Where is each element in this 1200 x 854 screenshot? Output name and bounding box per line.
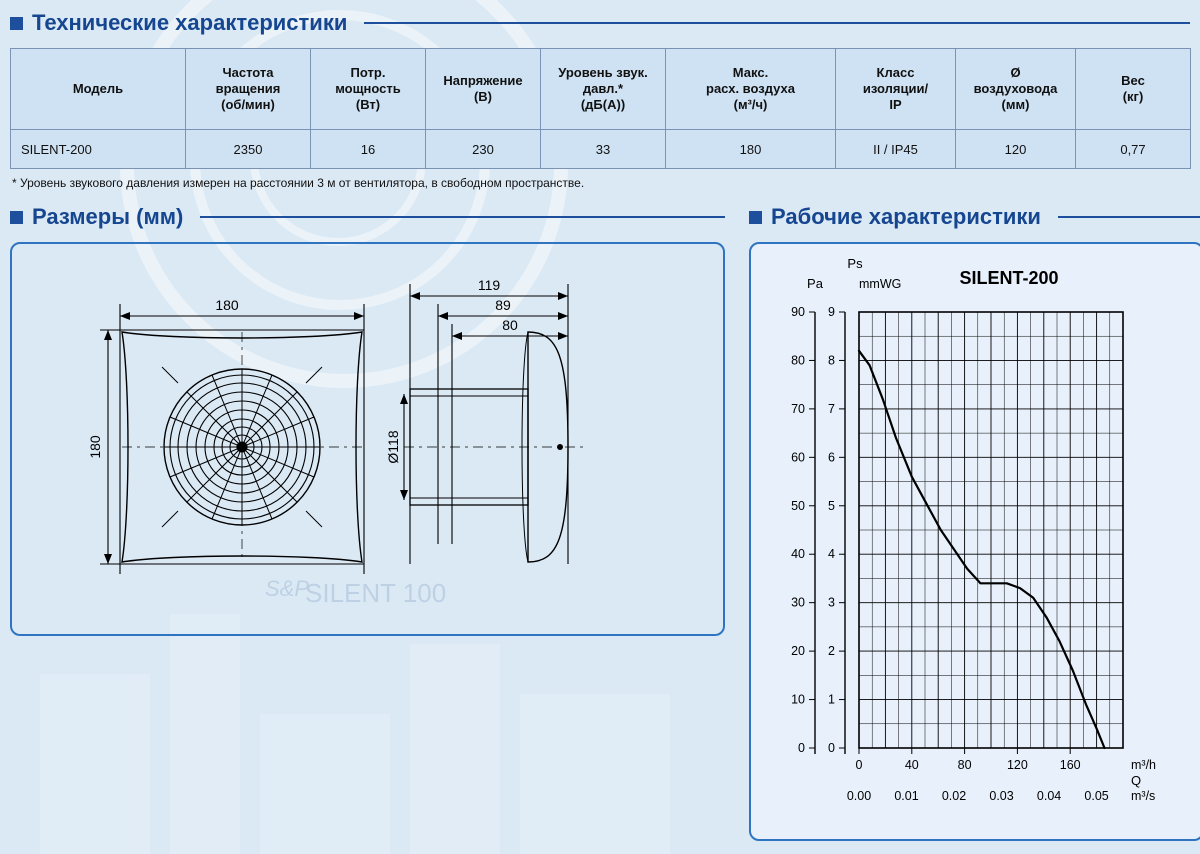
chart-ticklabel-ps: 1 [828,692,835,707]
chart-ticklabel-ps: 8 [828,353,835,368]
chart-ticklabel-pa: 0 [798,741,805,755]
chart-ticklabel-x: 160 [1059,758,1081,772]
cell-insulation: II / IP45 [836,130,956,169]
section-title-tech: Технические характеристики [32,10,348,35]
cell-voltage: 230 [426,130,541,169]
dimensions-drawing [12,244,723,630]
col-header-model: Модель [11,49,186,130]
chart-title: SILENT-200 [959,268,1059,288]
heading-rule [200,216,725,218]
col-header-power: Потр. мощность (Вт) [311,49,426,130]
watermark-text: SILENT 100 [305,578,447,608]
chart-ticklabel-x2: 0.01 [894,789,919,803]
chart-ticklabel-ps: 4 [828,547,835,562]
cell-duct: 120 [956,130,1076,169]
heading-rule [364,22,1190,24]
table-footnote: * Уровень звукового давления измерен на расстоянии 3 м от вентилятора, в свободном пространстве. [12,176,585,190]
label-side-mid: 89 [495,297,511,313]
chart-x-quantity: Q [1131,773,1142,788]
chart-ticklabel-x2: 0.05 [1084,789,1109,803]
cell-weight: 0,77 [1076,130,1191,169]
bullet-square-icon [10,211,23,224]
col-header-voltage: Напряжение (В) [426,49,541,130]
spec-table [10,48,1191,169]
chart-ticklabel-pa: 70 [791,401,805,416]
chart-xunit: m³/h [1131,758,1156,772]
section-title-perf: Рабочие характеристики [771,204,1041,229]
chart-ticklabel-ps: 6 [828,450,835,465]
chart-ticklabel-x: 0 [855,758,863,772]
performance-chart-panel [749,242,1200,841]
dimensions-panel [10,242,725,636]
label-side-small: 80 [502,317,518,333]
table-header-row [11,49,1191,130]
performance-chart [751,244,1200,835]
chart-ticklabel-pa: 20 [791,644,805,659]
col-header-insulation: Класс изоляции/ IP [836,49,956,130]
section-heading-perf [749,204,1200,230]
cell-sound: 33 [541,130,666,169]
col-header-airflow: Макс. расх. воздуха (м³/ч) [666,49,836,130]
axis-label-pa: Pa [807,276,823,291]
col-header-weight: Вес (кг) [1076,49,1191,130]
section-heading-tech [10,0,1190,36]
spec-table-wrapper [10,48,1190,190]
col-header-sound: Уровень звук. давл.* (дБ(А)) [541,49,666,130]
col-header-duct: Ø воздуховода (мм) [956,49,1076,130]
chart-ticklabel-x: 40 [904,758,919,772]
chart-ticklabel-pa: 50 [791,498,805,513]
chart-ticklabel-ps: 9 [828,305,835,319]
watermark-logo: S&P [265,576,310,601]
chart-ticklabel-x: 80 [957,758,972,772]
chart-ticklabel-x2: 0.04 [1036,789,1062,803]
axis-label-ps: Ps [847,256,863,271]
chart-ticklabel-ps: 7 [828,401,835,416]
chart-ticklabel-pa: 90 [791,305,805,319]
label-duct-diameter: Ø118 [385,430,401,464]
chart-ticklabel-x2: 0.03 [989,789,1014,803]
cell-power: 16 [311,130,426,169]
section-title-dims: Размеры (мм) [32,204,184,229]
table-row [11,130,1191,169]
chart-ticklabel-x: 120 [1006,758,1028,772]
cell-rpm: 2350 [186,130,311,169]
chart-ticklabel-pa: 10 [791,692,805,707]
label-front-height: 180 [87,435,103,459]
watermark [265,576,446,608]
chart-ticklabel-ps: 2 [828,644,835,659]
section-heading-dims [10,204,725,230]
chart-ticklabel-pa: 60 [791,450,805,465]
chart-ticklabel-pa: 80 [791,353,805,368]
label-side-total: 119 [477,277,501,293]
label-front-width: 180 [215,297,239,313]
chart-ticklabel-ps: 3 [828,595,835,610]
cell-airflow: 180 [666,130,836,169]
bullet-square-icon [749,211,762,224]
bullet-square-icon [10,17,23,30]
cell-model: SILENT-200 [11,130,186,169]
axis-label-mmwg: mmWG [859,277,902,291]
chart-ticklabel-x2: 0.00 [846,789,872,803]
chart-ticklabel-pa: 30 [791,595,805,610]
chart-series-curve [859,351,1105,748]
heading-rule [1058,216,1200,218]
chart-ticklabel-ps: 0 [828,741,835,755]
chart-ticklabel-ps: 5 [828,498,835,513]
chart-ticklabel-x2: 0.02 [941,789,967,803]
chart-ticklabel-pa: 40 [791,547,805,562]
col-header-rpm: Частота вращения (об/мин) [186,49,311,130]
chart-xunit2: m³/s [1131,789,1156,803]
